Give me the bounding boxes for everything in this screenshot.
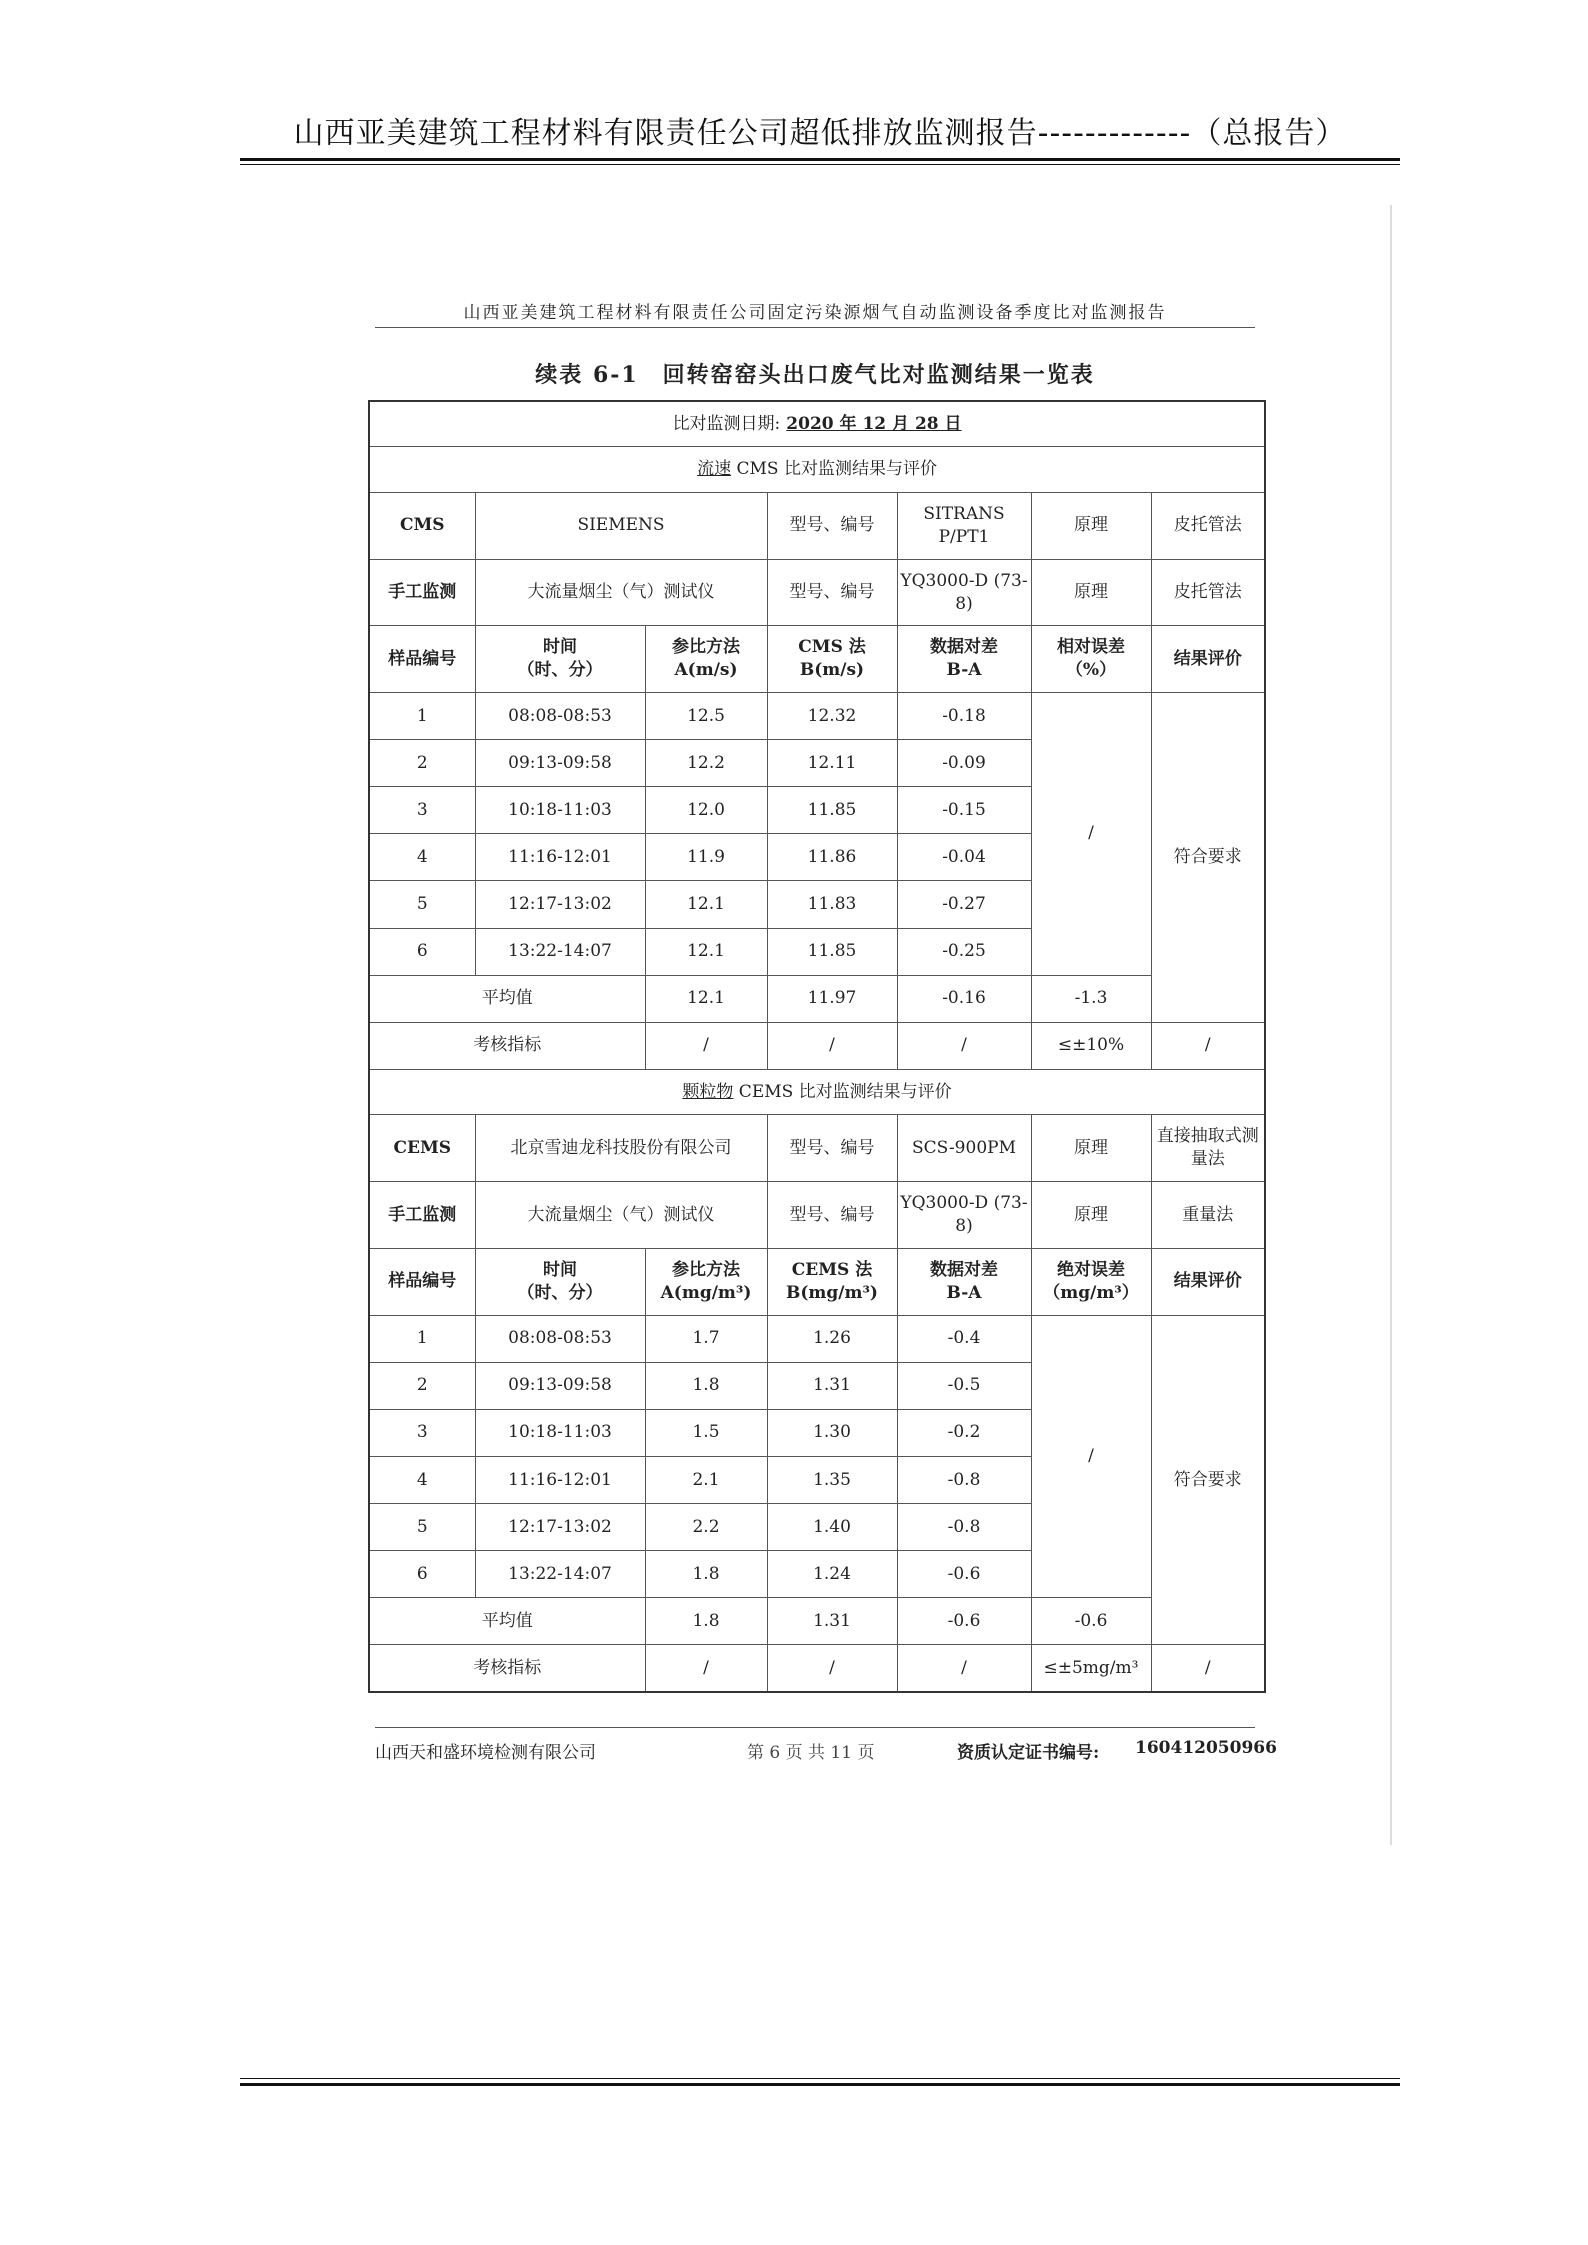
- data-cell: -0.6: [897, 1551, 1031, 1598]
- model-value: SITRANS P/PT1: [897, 492, 1031, 559]
- index-label: 考核指标: [369, 1022, 645, 1069]
- data-cell: 12:17-13:02: [475, 881, 645, 928]
- flow_section-data-row: [369, 693, 1265, 740]
- data-cell: -0.2: [897, 1409, 1031, 1456]
- average-cell: -0.16: [897, 975, 1031, 1022]
- column-header: CMS 法 B(m/s): [767, 626, 897, 693]
- pm_section-section-title: [369, 1069, 1265, 1115]
- merged-error-cell: /: [1031, 1315, 1151, 1597]
- data-cell: -0.5: [897, 1362, 1031, 1409]
- data-cell: 6: [369, 928, 475, 975]
- index-cell: /: [897, 1022, 1031, 1069]
- index-cell: /: [1151, 1022, 1265, 1069]
- average-cell: -1.3: [1031, 975, 1151, 1022]
- data-cell: 13:22-14:07: [475, 928, 645, 975]
- data-cell: 11.9: [645, 834, 767, 881]
- comparison-results-table: [368, 400, 1266, 1693]
- inner-header-rule: [375, 327, 1255, 328]
- column-header: 样品编号: [369, 626, 475, 693]
- average-label: 平均值: [369, 1598, 645, 1645]
- flow_section-pollutant-name: 流速: [697, 458, 732, 479]
- footer-rule: [375, 1727, 1255, 1728]
- data-cell: 2: [369, 740, 475, 787]
- data-cell: -0.8: [897, 1456, 1031, 1503]
- column-header: 绝对误差 （mg/m³）: [1031, 1248, 1151, 1315]
- data-cell: 12:17-13:02: [475, 1504, 645, 1551]
- index-cell: ≤±10%: [1031, 1022, 1151, 1069]
- data-cell: 12.2: [645, 740, 767, 787]
- bottom-rule-thick: [240, 2083, 1400, 2086]
- principle-value: 皮托管法: [1151, 492, 1265, 559]
- data-cell: 6: [369, 1551, 475, 1598]
- flow_section-title-rest: CMS 比对监测结果与评价: [731, 458, 937, 479]
- index-cell: /: [645, 1022, 767, 1069]
- data-cell: 4: [369, 1456, 475, 1503]
- column-header: 结果评价: [1151, 626, 1265, 693]
- instrument-name: SIEMENS: [475, 492, 767, 559]
- model-label: 型号、编号: [767, 492, 897, 559]
- model-label: 型号、编号: [767, 1182, 897, 1249]
- data-cell: 12.32: [767, 693, 897, 740]
- data-cell: 11:16-12:01: [475, 834, 645, 881]
- pm_section-equipment-row: [369, 1115, 1265, 1182]
- data-cell: 1.8: [645, 1551, 767, 1598]
- average-cell: 1.31: [767, 1598, 897, 1645]
- data-cell: -0.04: [897, 834, 1031, 881]
- date-cell: [369, 401, 1265, 447]
- data-cell: 11.85: [767, 928, 897, 975]
- column-header: 时间 （时、分）: [475, 626, 645, 693]
- column-header: 参比方法 A(m/s): [645, 626, 767, 693]
- model-value: YQ3000-D (73-8): [897, 559, 1031, 626]
- row-label: 手工监测: [369, 1182, 475, 1249]
- pm_section-data-row: [369, 1315, 1265, 1362]
- data-cell: 11.86: [767, 834, 897, 881]
- principle-label: 原理: [1031, 559, 1151, 626]
- footer-cert-label: 资质认定证书编号:: [957, 1743, 1100, 1763]
- average-cell: 11.97: [767, 975, 897, 1022]
- data-cell: 12.1: [645, 928, 767, 975]
- footer-company: 山西天和盛环境检测有限公司: [375, 1743, 596, 1763]
- data-cell: 1.7: [645, 1315, 767, 1362]
- index-cell: /: [645, 1645, 767, 1692]
- pm_section-manual-monitor-row: [369, 1182, 1265, 1249]
- data-cell: -0.25: [897, 928, 1031, 975]
- date-value: 2020 年 12 月 28 日: [786, 413, 962, 434]
- row-label: CMS: [369, 492, 475, 559]
- principle-label: 原理: [1031, 1182, 1151, 1249]
- column-header: 相对误差 （%）: [1031, 626, 1151, 693]
- flow_section-section-title: [369, 447, 1265, 493]
- bottom-rule-thin: [240, 2078, 1400, 2079]
- instrument-name: 大流量烟尘（气）测试仪: [475, 559, 767, 626]
- principle-value: 重量法: [1151, 1182, 1265, 1249]
- column-header: 结果评价: [1151, 1248, 1265, 1315]
- flow_section-manual-monitor-row: [369, 559, 1265, 626]
- data-cell: 1.30: [767, 1409, 897, 1456]
- footer-page-number: 第 6 页 共 11 页: [747, 1743, 875, 1763]
- data-cell: 1.40: [767, 1504, 897, 1551]
- data-cell: 10:18-11:03: [475, 1409, 645, 1456]
- data-cell: 2: [369, 1362, 475, 1409]
- pm_section-title-rest: CEMS 比对监测结果与评价: [733, 1081, 952, 1102]
- data-cell: 2.2: [645, 1504, 767, 1551]
- index-label: 考核指标: [369, 1645, 645, 1692]
- data-cell: 12.5: [645, 693, 767, 740]
- index-cell: /: [1151, 1645, 1265, 1692]
- average-cell: -0.6: [1031, 1598, 1151, 1645]
- data-cell: -0.15: [897, 787, 1031, 834]
- model-value: SCS-900PM: [897, 1115, 1031, 1182]
- table-title: 续表 6-1 回转窑窑头出口废气比对监测结果一览表: [535, 362, 1095, 388]
- row-label: 手工监测: [369, 559, 475, 626]
- model-value: YQ3000-D (73-8): [897, 1182, 1031, 1249]
- scan-edge-line: [1390, 205, 1392, 1845]
- result-evaluation-cell: 符合要求: [1151, 1315, 1265, 1644]
- data-cell: 3: [369, 1409, 475, 1456]
- data-cell: 5: [369, 881, 475, 928]
- average-cell: 1.8: [645, 1598, 767, 1645]
- data-cell: 12.0: [645, 787, 767, 834]
- table-body: [369, 401, 1265, 1692]
- data-cell: 1: [369, 1315, 475, 1362]
- data-cell: 1.5: [645, 1409, 767, 1456]
- header-rule-thin: [240, 164, 1400, 165]
- column-header: 样品编号: [369, 1248, 475, 1315]
- data-cell: 09:13-09:58: [475, 740, 645, 787]
- model-label: 型号、编号: [767, 559, 897, 626]
- column-header: 时间 （时、分）: [475, 1248, 645, 1315]
- data-cell: 1.31: [767, 1362, 897, 1409]
- page-header: 山西亚美建筑工程材料有限责任公司超低排放监测报告-------------（总报告）: [293, 116, 1347, 151]
- data-cell: 5: [369, 1504, 475, 1551]
- data-cell: -0.8: [897, 1504, 1031, 1551]
- header-rule-thick: [240, 158, 1400, 161]
- pm_section-header-row: [369, 1248, 1265, 1315]
- merged-error-cell: /: [1031, 693, 1151, 975]
- column-header: 数据对差 B-A: [897, 626, 1031, 693]
- flow_section-equipment-row: [369, 492, 1265, 559]
- data-cell: 08:08-08:53: [475, 1315, 645, 1362]
- pm_section-pollutant-name: 颗粒物: [682, 1081, 734, 1102]
- data-cell: 2.1: [645, 1456, 767, 1503]
- pm_section-section-title-row: [369, 1069, 1265, 1115]
- data-cell: 11.83: [767, 881, 897, 928]
- data-cell: -0.18: [897, 693, 1031, 740]
- pm_section-average-row: [369, 1598, 1265, 1645]
- column-header: 数据对差 B-A: [897, 1248, 1031, 1315]
- principle-value: 皮托管法: [1151, 559, 1265, 626]
- data-cell: 1.24: [767, 1551, 897, 1598]
- data-cell: 1.35: [767, 1456, 897, 1503]
- index-cell: ≤±5mg/m³: [1031, 1645, 1151, 1692]
- average-cell: -0.6: [897, 1598, 1031, 1645]
- data-cell: 12.1: [645, 881, 767, 928]
- data-cell: 08:08-08:53: [475, 693, 645, 740]
- data-cell: 1: [369, 693, 475, 740]
- principle-label: 原理: [1031, 1115, 1151, 1182]
- flow_section-index-row: [369, 1022, 1265, 1069]
- data-cell: 1.26: [767, 1315, 897, 1362]
- data-cell: -0.4: [897, 1315, 1031, 1362]
- flow_section-average-row: [369, 975, 1265, 1022]
- pm_section-index-row: [369, 1645, 1265, 1692]
- flow_section-section-title-row: [369, 447, 1265, 493]
- column-header: CEMS 法 B(mg/m³): [767, 1248, 897, 1315]
- instrument-name: 北京雪迪龙科技股份有限公司: [475, 1115, 767, 1182]
- index-cell: /: [897, 1645, 1031, 1692]
- principle-label: 原理: [1031, 492, 1151, 559]
- column-header: 参比方法 A(mg/m³): [645, 1248, 767, 1315]
- footer-cert-number: 160412050966: [1135, 1738, 1277, 1758]
- data-cell: -0.09: [897, 740, 1031, 787]
- result-evaluation-cell: 符合要求: [1151, 693, 1265, 1022]
- flow_section-header-row: [369, 626, 1265, 693]
- model-label: 型号、编号: [767, 1115, 897, 1182]
- inner-report-header: 山西亚美建筑工程材料有限责任公司固定污染源烟气自动监测设备季度比对监测报告: [463, 303, 1167, 323]
- principle-value: 直接抽取式测量法: [1151, 1115, 1265, 1182]
- data-cell: -0.27: [897, 881, 1031, 928]
- data-cell: 13:22-14:07: [475, 1551, 645, 1598]
- instrument-name: 大流量烟尘（气）测试仪: [475, 1182, 767, 1249]
- index-cell: /: [767, 1645, 897, 1692]
- data-cell: 11:16-12:01: [475, 1456, 645, 1503]
- date-row: [369, 401, 1265, 447]
- data-cell: 09:13-09:58: [475, 1362, 645, 1409]
- data-cell: 1.8: [645, 1362, 767, 1409]
- data-cell: 3: [369, 787, 475, 834]
- index-cell: /: [767, 1022, 897, 1069]
- date-label: 比对监测日期:: [672, 413, 781, 434]
- row-label: CEMS: [369, 1115, 475, 1182]
- average-label: 平均值: [369, 975, 645, 1022]
- data-cell: 12.11: [767, 740, 897, 787]
- average-cell: 12.1: [645, 975, 767, 1022]
- data-cell: 11.85: [767, 787, 897, 834]
- data-cell: 10:18-11:03: [475, 787, 645, 834]
- data-cell: 4: [369, 834, 475, 881]
